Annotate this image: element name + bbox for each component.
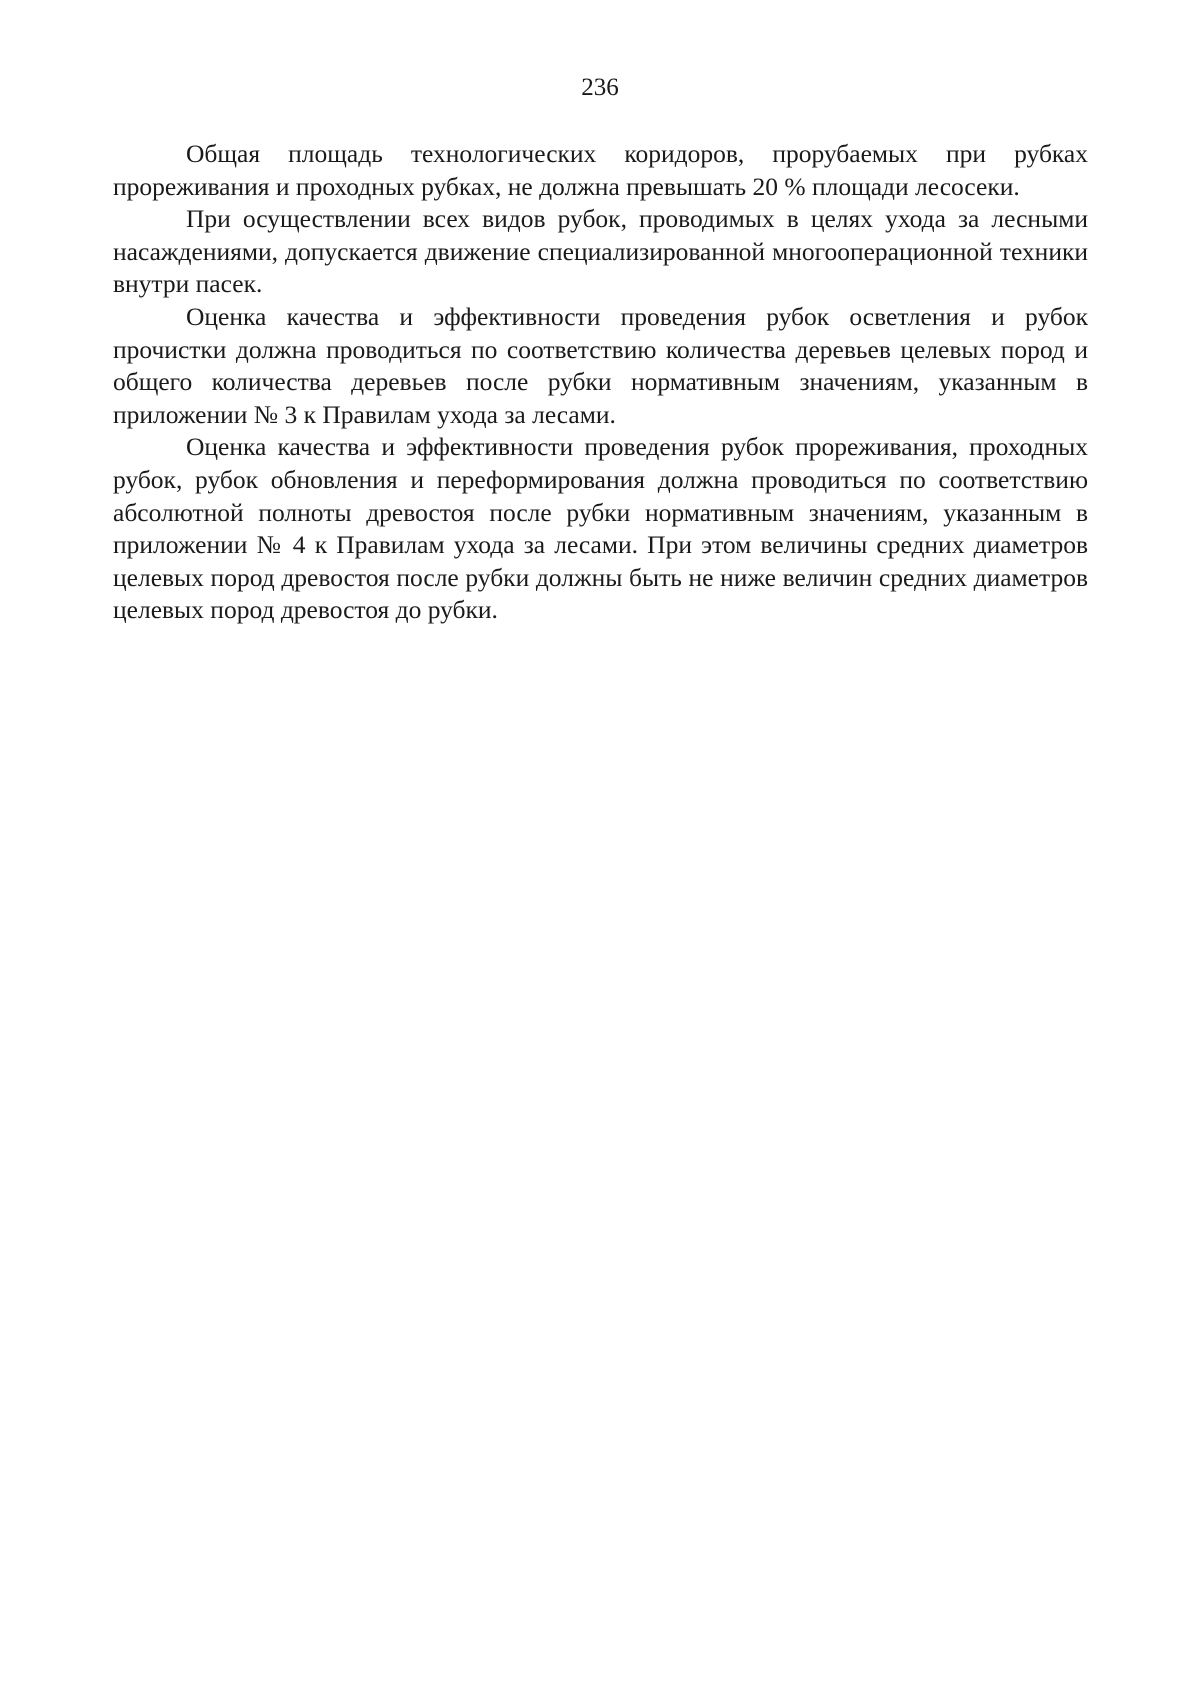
paragraph-corridor-area: Общая площадь технологических коридоров, прорубаемых при рубках прореживания и проходных рубках, не должна превышать 20 % площади лесосеки. xyxy=(113,139,1088,201)
paragraph-machinery-movement: При осуществлении всех видов рубок, проводимых в целях ухода за лесными насаждениями, допускается движение специализированной многооперационной техники внутри пасек. xyxy=(113,204,1088,299)
paragraph-clearing-assessment: Оценка качества и эффективности проведения рубок осветления и рубок прочистки должна проводиться по соответствию количества деревьев целевых пород и общего количества деревьев после рубки нормативным значениям, указанным в приложении № 3 к Правилам ухода за лесами. xyxy=(113,301,1088,429)
document-body xyxy=(113,138,1088,627)
paragraph-thinning-assessment: Оценка качества и эффективности проведения рубок прореживания, проходных рубок, рубок обновления и переформирования должна проводиться по соответствию абсолютной полноты древостоя после рубки нормативным значениям, указанным в приложении № 4 к Правилам ухода за лесами. При этом величины средних диаметров целевых пород древостоя после рубки должны быть не ниже величин средних диаметров целевых пород древостоя до рубки. xyxy=(113,432,1088,625)
page-number: 236 xyxy=(581,74,619,101)
